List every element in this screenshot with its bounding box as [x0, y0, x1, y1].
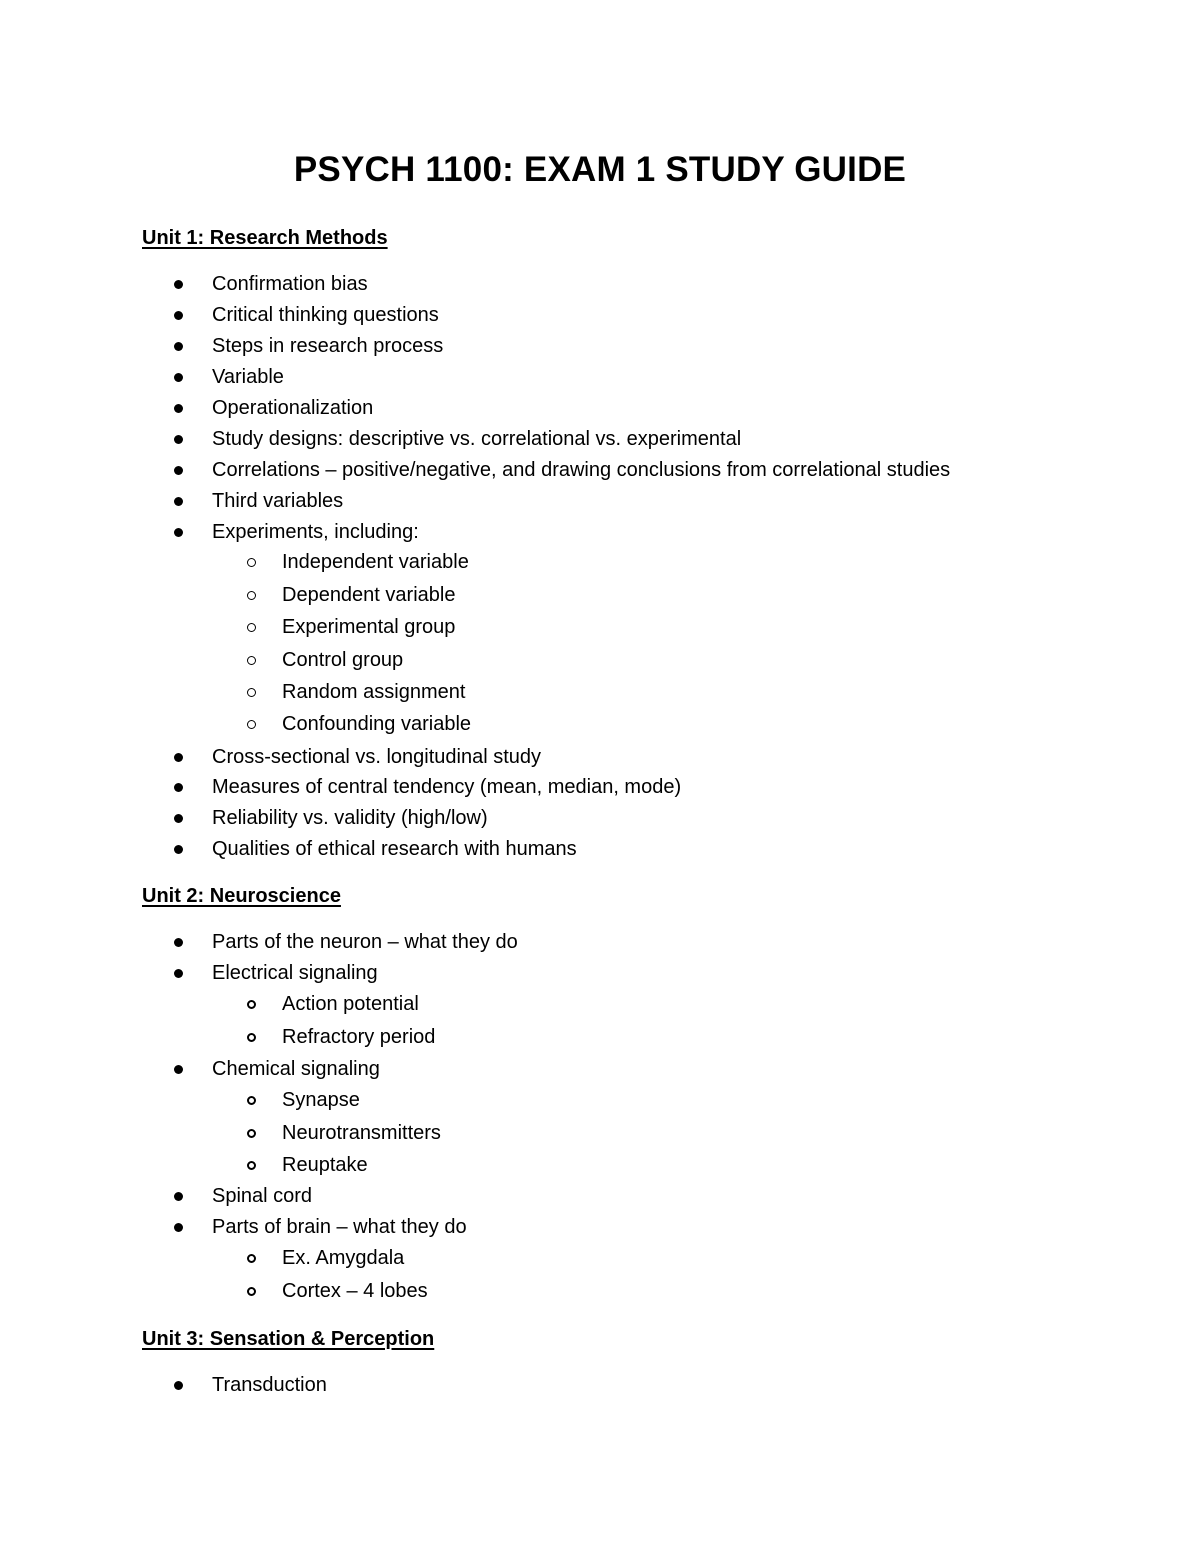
list-item: Experiments, including:	[212, 519, 419, 545]
circle-bullet-icon	[247, 1278, 261, 1304]
list-item: Operationalization	[212, 395, 373, 421]
bullet-icon	[174, 426, 186, 452]
sub-list-item: Reuptake	[282, 1152, 368, 1178]
circle-bullet-icon	[247, 549, 261, 575]
bullet-icon	[174, 960, 186, 986]
bullet-icon	[174, 1183, 186, 1209]
sub-list-item: Refractory period	[282, 1024, 435, 1050]
sub-list-item: Dependent variable	[282, 582, 455, 608]
bullet-icon	[174, 1372, 186, 1398]
bullet-icon	[174, 744, 186, 770]
circle-bullet-icon	[247, 991, 261, 1017]
sub-list-item: Cortex – 4 lobes	[282, 1278, 428, 1304]
bullet-icon	[174, 929, 186, 955]
circle-bullet-icon	[247, 1024, 261, 1050]
circle-bullet-icon	[247, 679, 261, 705]
list-item: Correlations – positive/negative, and drawing conclusions from correlational studies	[212, 457, 950, 483]
list-item: Steps in research process	[212, 333, 443, 359]
bullet-icon	[174, 774, 186, 800]
bullet-icon	[174, 457, 186, 483]
bullet-icon	[174, 333, 186, 359]
bullet-icon	[174, 302, 186, 328]
sub-list-item: Experimental group	[282, 614, 455, 640]
unit-1-heading: Unit 1: Research Methods	[142, 227, 388, 249]
list-item: Measures of central tendency (mean, median, mode)	[212, 774, 681, 800]
sub-list-item: Random assignment	[282, 679, 465, 705]
bullet-icon	[174, 519, 186, 545]
circle-bullet-icon	[247, 711, 261, 737]
bullet-icon	[174, 836, 186, 862]
sub-list-item: Confounding variable	[282, 711, 471, 737]
list-item: Spinal cord	[212, 1183, 312, 1209]
list-item: Parts of the neuron – what they do	[212, 929, 518, 955]
sub-list-item: Ex. Amygdala	[282, 1245, 404, 1271]
sub-list-item: Neurotransmitters	[282, 1120, 441, 1146]
circle-bullet-icon	[247, 647, 261, 673]
list-item: Parts of brain – what they do	[212, 1214, 467, 1240]
list-item: Variable	[212, 364, 284, 390]
bullet-icon	[174, 364, 186, 390]
list-item: Reliability vs. validity (high/low)	[212, 805, 488, 831]
circle-bullet-icon	[247, 1152, 261, 1178]
list-item: Qualities of ethical research with humans	[212, 836, 577, 862]
bullet-icon	[174, 271, 186, 297]
circle-bullet-icon	[247, 582, 261, 608]
circle-bullet-icon	[247, 1120, 261, 1146]
bullet-icon	[174, 395, 186, 421]
list-item: Study designs: descriptive vs. correlational vs. experimental	[212, 426, 741, 452]
circle-bullet-icon	[247, 614, 261, 640]
sub-list-item: Action potential	[282, 991, 419, 1017]
sub-list-item: Synapse	[282, 1087, 360, 1113]
circle-bullet-icon	[247, 1087, 261, 1113]
bullet-icon	[174, 805, 186, 831]
sub-list-item: Independent variable	[282, 549, 469, 575]
list-item: Chemical signaling	[212, 1056, 380, 1082]
sub-list-item: Control group	[282, 647, 403, 673]
list-item: Critical thinking questions	[212, 302, 439, 328]
circle-bullet-icon	[247, 1245, 261, 1271]
bullet-icon	[174, 1214, 186, 1240]
bullet-icon	[174, 1056, 186, 1082]
list-item: Third variables	[212, 488, 343, 514]
bullet-icon	[174, 488, 186, 514]
list-item: Electrical signaling	[212, 960, 378, 986]
document-title: PSYCH 1100: EXAM 1 STUDY GUIDE	[293, 150, 907, 189]
unit-2-heading: Unit 2: Neuroscience	[142, 885, 341, 907]
list-item: Transduction	[212, 1372, 327, 1398]
list-item: Confirmation bias	[212, 271, 368, 297]
unit-3-heading: Unit 3: Sensation & Perception	[142, 1328, 435, 1350]
list-item: Cross-sectional vs. longitudinal study	[212, 744, 541, 770]
